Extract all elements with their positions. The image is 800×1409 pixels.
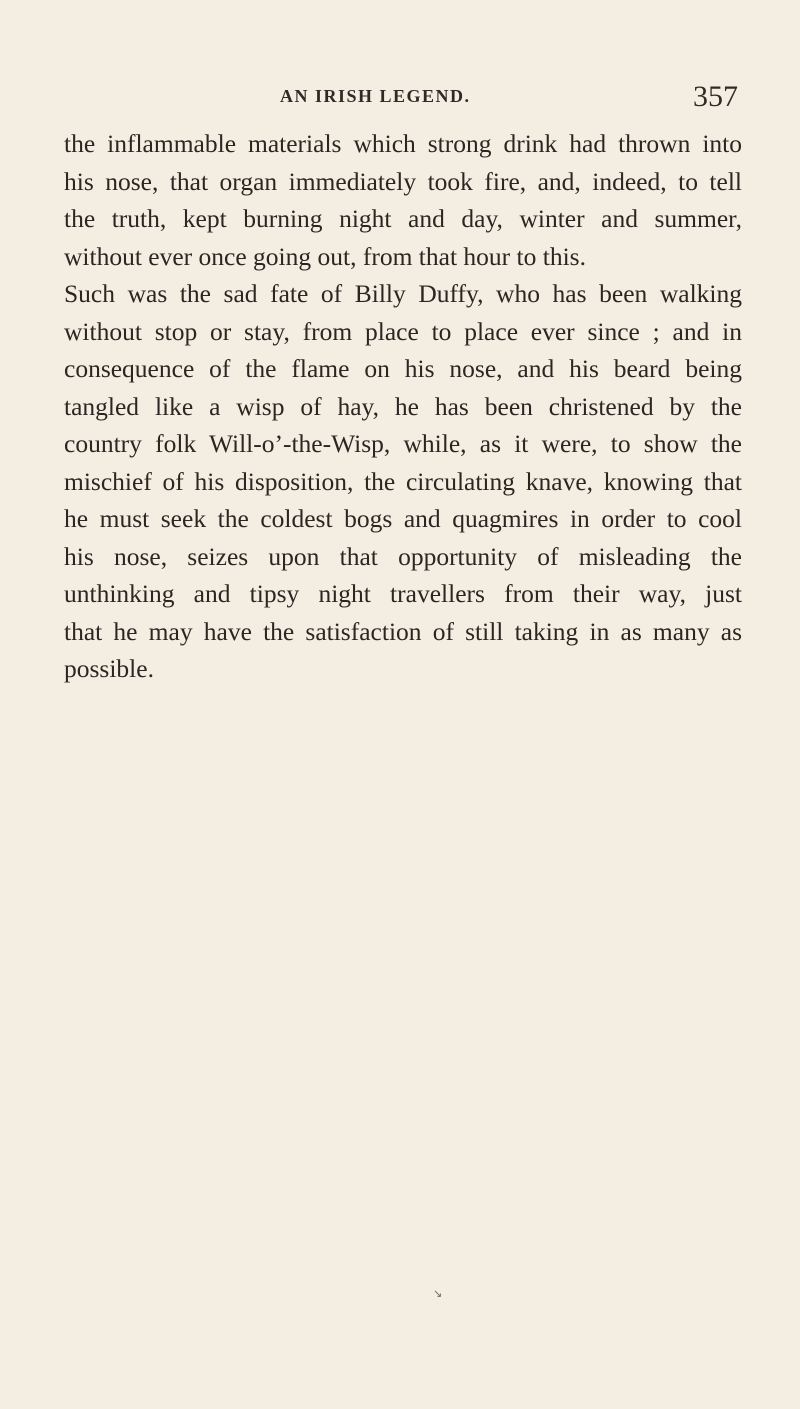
running-title: AN IRISH LEGEND.: [280, 86, 471, 106]
text-line: his nose, that organ immediately took fire, and, indeed, to tell: [64, 166, 742, 196]
text-line: he must seek the coldest bogs and quagmires in order to cool: [64, 504, 742, 533]
text-line: his nose, seizes upon that opportunity of misleading the: [64, 541, 742, 571]
text-line: tangled like a wisp of hay, he has been christened by the: [64, 391, 742, 421]
text-line: without stop or stay, from place to place ever since ; and in: [64, 316, 742, 346]
text-line: consequence of the flame on his nose, and his beard being: [64, 354, 742, 383]
text-line: Such was the sad fate of Billy Duffy, who has been walking: [64, 279, 742, 308]
text-line: without ever once going out, from that hour to this.: [64, 241, 586, 271]
text-line: mischief of his disposition, the circulating knave, knowing that: [64, 466, 742, 496]
text-line: possible.: [64, 654, 154, 683]
text-line: the inflammable materials which strong drink had thrown into: [64, 129, 742, 158]
text-line: that he may have the satisfaction of still taking in as many as: [64, 616, 742, 646]
stray-ink-mark: ↘: [433, 1287, 443, 1300]
running-header: [0, 80, 800, 114]
body-text: [64, 125, 742, 688]
text-line: unthinking and tipsy night travellers from their way, just: [64, 579, 742, 608]
text-line: country folk Will-o’-the-Wisp, while, as it were, to show the: [64, 429, 742, 458]
text-line: the truth, kept burning night and day, winter and summer,: [64, 204, 742, 233]
page-number: 357: [693, 80, 738, 113]
